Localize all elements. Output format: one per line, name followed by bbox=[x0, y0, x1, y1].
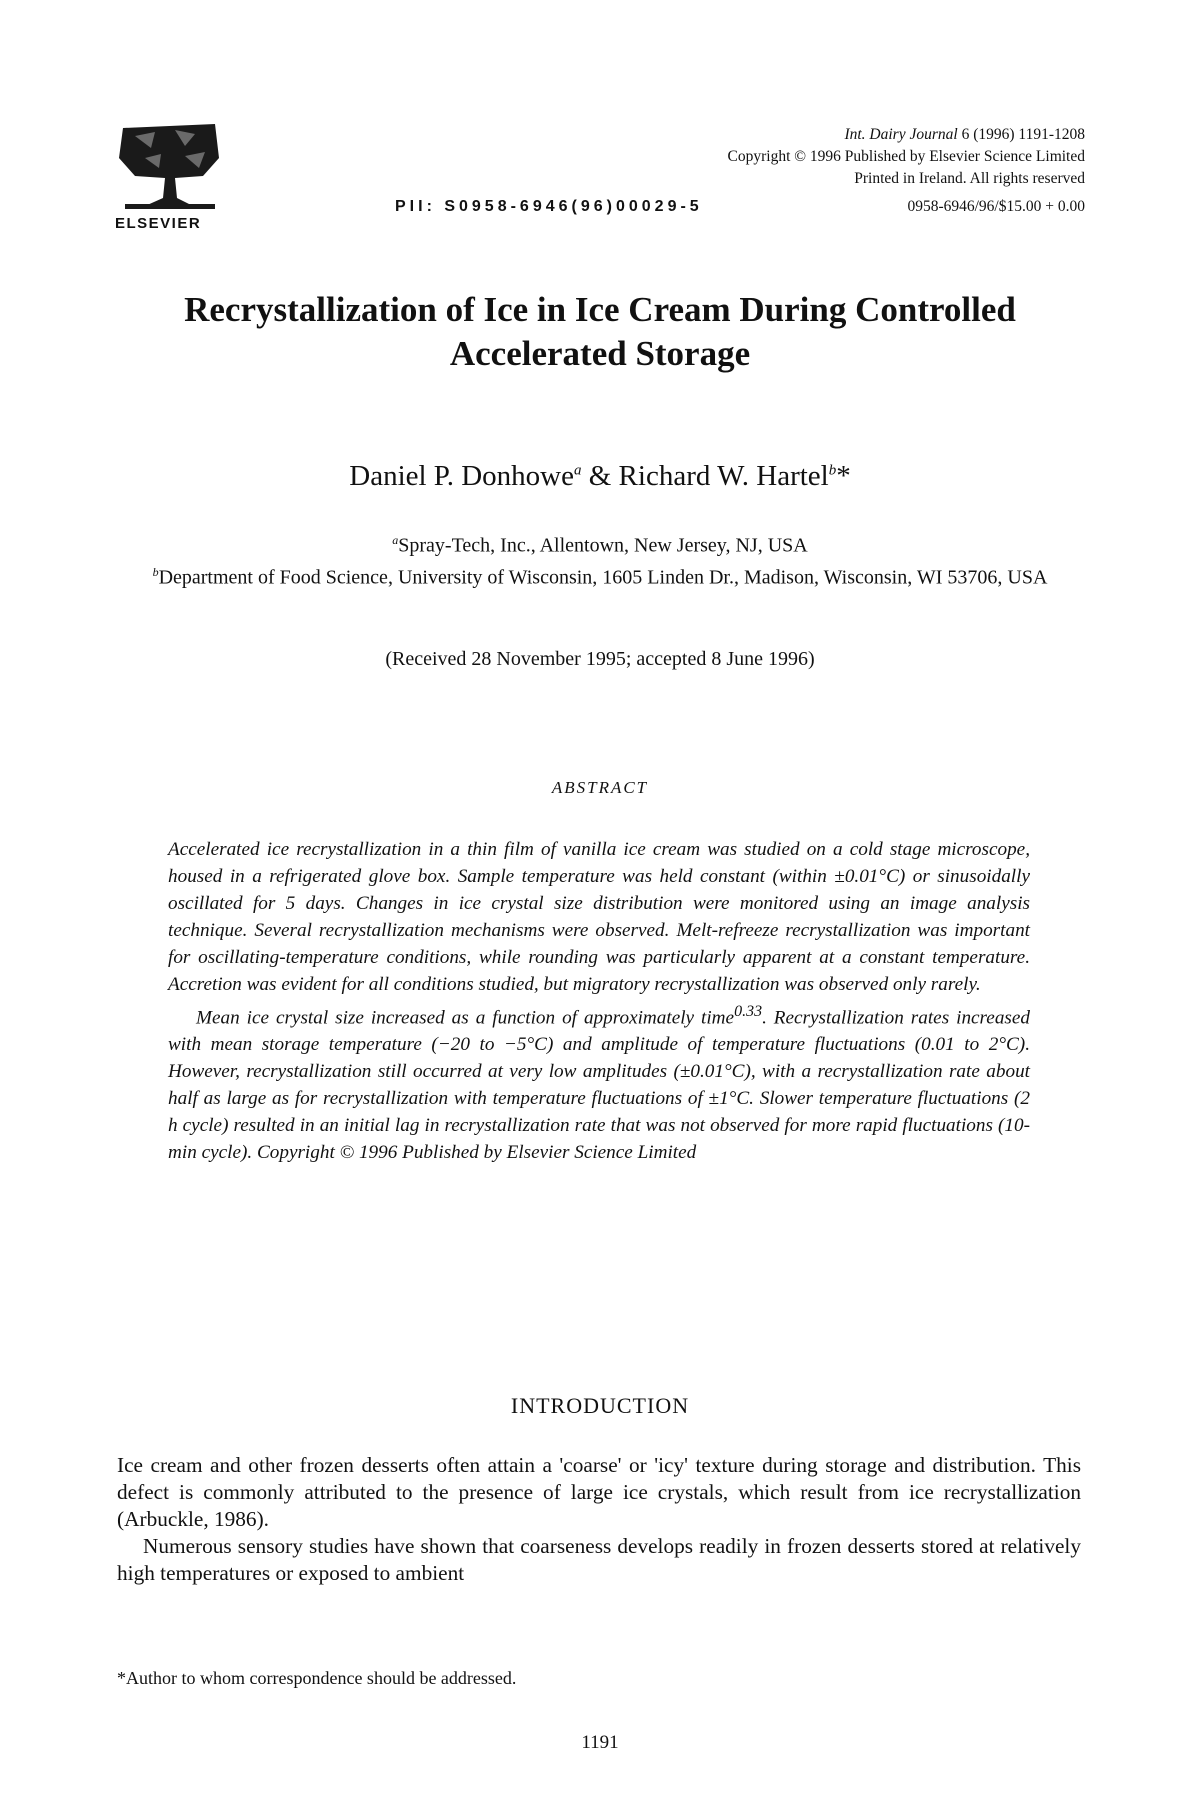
journal-name: Int. Dairy Journal bbox=[844, 126, 958, 143]
abstract-text: . Recrystallization rates increased with mean storage temperature (−20 to −5°C) and amplitude of temperature fluctuations (0.01 to 2°C). However, recrystallization still occurred at very low amplitudes (±0.01°C), with a recrystallization rate about half as large as for recrystallization with temperature fluctuations of ±1°C. Slower temperature fluctuations (2 h cycle) resulted in an initial lag in recrystallization rate that was not observed for more rapid fluctuations (10-min cycle). Copyright © 1996 Published by Elsevier Science Limited bbox=[168, 1007, 1030, 1164]
author-name: Daniel P. Donhowe bbox=[349, 460, 574, 492]
elsevier-tree-icon bbox=[115, 118, 225, 213]
abstract-paragraph: Accelerated ice recrystallization in a thin film of vanilla ice cream was studied on a cold stage microscope, housed in a refrigerated glove box. Sample temperature was held constant (within ±0.01°C) or sinusoidally oscillated for 5 days. Changes in ice crystal size distribution were monitored using an image analysis technique. Several recrystallization mechanisms were observed. Melt-refreeze recrystallization was important for oscillating-temperature conditions, while rounding was particularly apparent at a constant temperature. Accretion was evident for all conditions studied, but migratory recrystallization was observed only rarely. bbox=[168, 839, 1030, 995]
affiliation-b bbox=[100, 559, 1100, 591]
affiliation-a bbox=[100, 527, 1100, 559]
affiliation-marker: b bbox=[152, 564, 159, 579]
corresponding-marker: * bbox=[836, 460, 851, 492]
paper-title: Recrystallization of Ice in Ice Cream During Controlled Accelerated Storage bbox=[184, 290, 1016, 373]
author-name: Richard W. Hartel bbox=[618, 460, 829, 492]
publisher-name: ELSEVIER bbox=[115, 215, 202, 232]
exponent: 0.33 bbox=[734, 1003, 763, 1020]
copyright-line: Copyright © 1996 Published by Elsevier Science Limited bbox=[727, 148, 1085, 165]
journal-citation bbox=[728, 124, 1085, 146]
received-dates: (Received 28 November 1995; accepted 8 June 1996) bbox=[385, 648, 815, 670]
page-number: 1191 bbox=[581, 1732, 619, 1753]
author-separator: & bbox=[581, 460, 619, 492]
correspondence-footnote: *Author to whom correspondence should be addressed. bbox=[117, 1668, 517, 1688]
pii-row bbox=[395, 198, 1085, 216]
abstract-paragraph bbox=[168, 998, 1030, 1166]
abstract-heading: ABSTRACT bbox=[551, 778, 649, 797]
body-paragraph: Numerous sensory studies have shown that coarseness develops readily in frozen desserts stored at relatively high temperatures or exposed to ambient bbox=[117, 1534, 1081, 1585]
printed-line: Printed in Ireland. All rights reserved bbox=[854, 170, 1085, 187]
section-heading-introduction: INTRODUCTION bbox=[510, 1393, 690, 1418]
affiliation-marker: a bbox=[573, 462, 582, 479]
affiliation-marker: a bbox=[392, 533, 399, 547]
journal-metadata bbox=[728, 124, 1085, 190]
abstract-text: Mean ice crystal size increased as a function of approximately time bbox=[196, 1007, 735, 1029]
affiliation-marker: b bbox=[828, 462, 837, 479]
author-line bbox=[100, 460, 1100, 493]
publisher-logo bbox=[115, 118, 225, 232]
pii-code: PII: S0958-6946(96)00029-5 bbox=[395, 198, 703, 215]
abstract-body bbox=[168, 836, 1030, 1166]
introduction-body bbox=[117, 1452, 1081, 1587]
body-paragraph: Ice cream and other frozen desserts often attain a 'coarse' or 'icy' texture during storage and distribution. This defect is commonly attributed to the presence of large ice crystals, which result from ice recrystallization (Arbuckle, 1986). bbox=[117, 1453, 1081, 1531]
journal-volume-pages: 6 (1996) 1191-1208 bbox=[957, 126, 1085, 143]
affiliation-text: Spray-Tech, Inc., Allentown, New Jersey, NJ, USA bbox=[398, 534, 808, 557]
affiliations bbox=[100, 527, 1100, 590]
affiliation-text: Department of Food Science, University of Wisconsin, 1605 Linden Dr., Madison, Wisconsin, WI 53706, USA bbox=[158, 566, 1048, 589]
issn-price: 0958-6946/96/$15.00 + 0.00 bbox=[907, 198, 1085, 215]
